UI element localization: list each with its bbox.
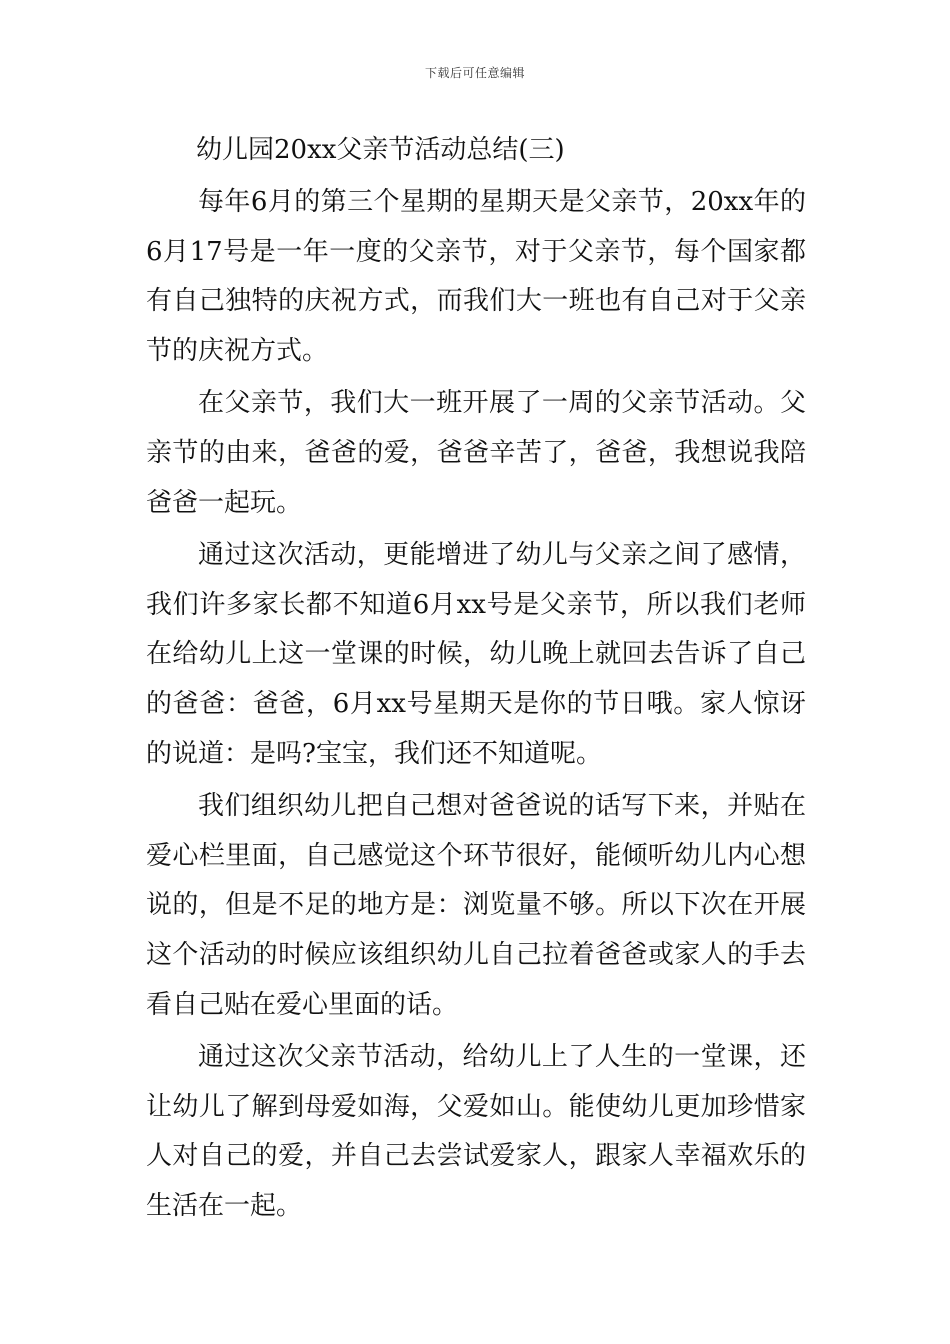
paragraph: 通过这次活动，更能增进了幼儿与父亲之间了感情，我们许多家长都不知道6月xx号是父亲节，所以我们老师在给幼儿上这一堂课的时候，幼儿晚上就回去告诉了自己的爸爸：爸爸，6月xx号星期天是你的节日哦。家人惊讶的说道：是吗?宝宝，我们还不知道呢。 bbox=[146, 540, 806, 769]
paragraph: 我们组织幼儿把自己想对爸爸说的话写下来，并贴在爱心栏里面，自己感觉这个环节很好，能倾听幼儿内心想说的，但是不足的地方是：浏览量不够。所以下次在开展这个活动的时候应该组织幼儿自己拉着爸爸或家人的手去看自己贴在爱心里面的话。 bbox=[146, 791, 806, 1020]
paragraph: 通过这次父亲节活动，给幼儿上了人生的一堂课，还让幼儿了解到母爱如海，父爱如山。能使幼儿更加珍惜家人对自己的爱，并自己去尝试爱家人，跟家人幸福欢乐的生活在一起。 bbox=[146, 1042, 806, 1221]
paragraph: 在父亲节，我们大一班开展了一周的父亲节活动。父亲节的由来，爸爸的爱，爸爸辛苦了，爸爸，我想说我陪爸爸一起玩。 bbox=[146, 388, 806, 518]
header-note: 下载后可任意编辑 bbox=[424, 66, 525, 80]
paragraph: 每年6月的第三个星期的星期天是父亲节，20xx年的6月17号是一年一度的父亲节，对于父亲节，每个国家都有自己独特的庆祝方式，而我们大一班也有自己对于父亲节的庆祝方式。 bbox=[146, 187, 806, 366]
document-body bbox=[146, 178, 806, 1234]
document-title: 幼儿园20xx父亲节活动总结(三) bbox=[196, 135, 565, 165]
